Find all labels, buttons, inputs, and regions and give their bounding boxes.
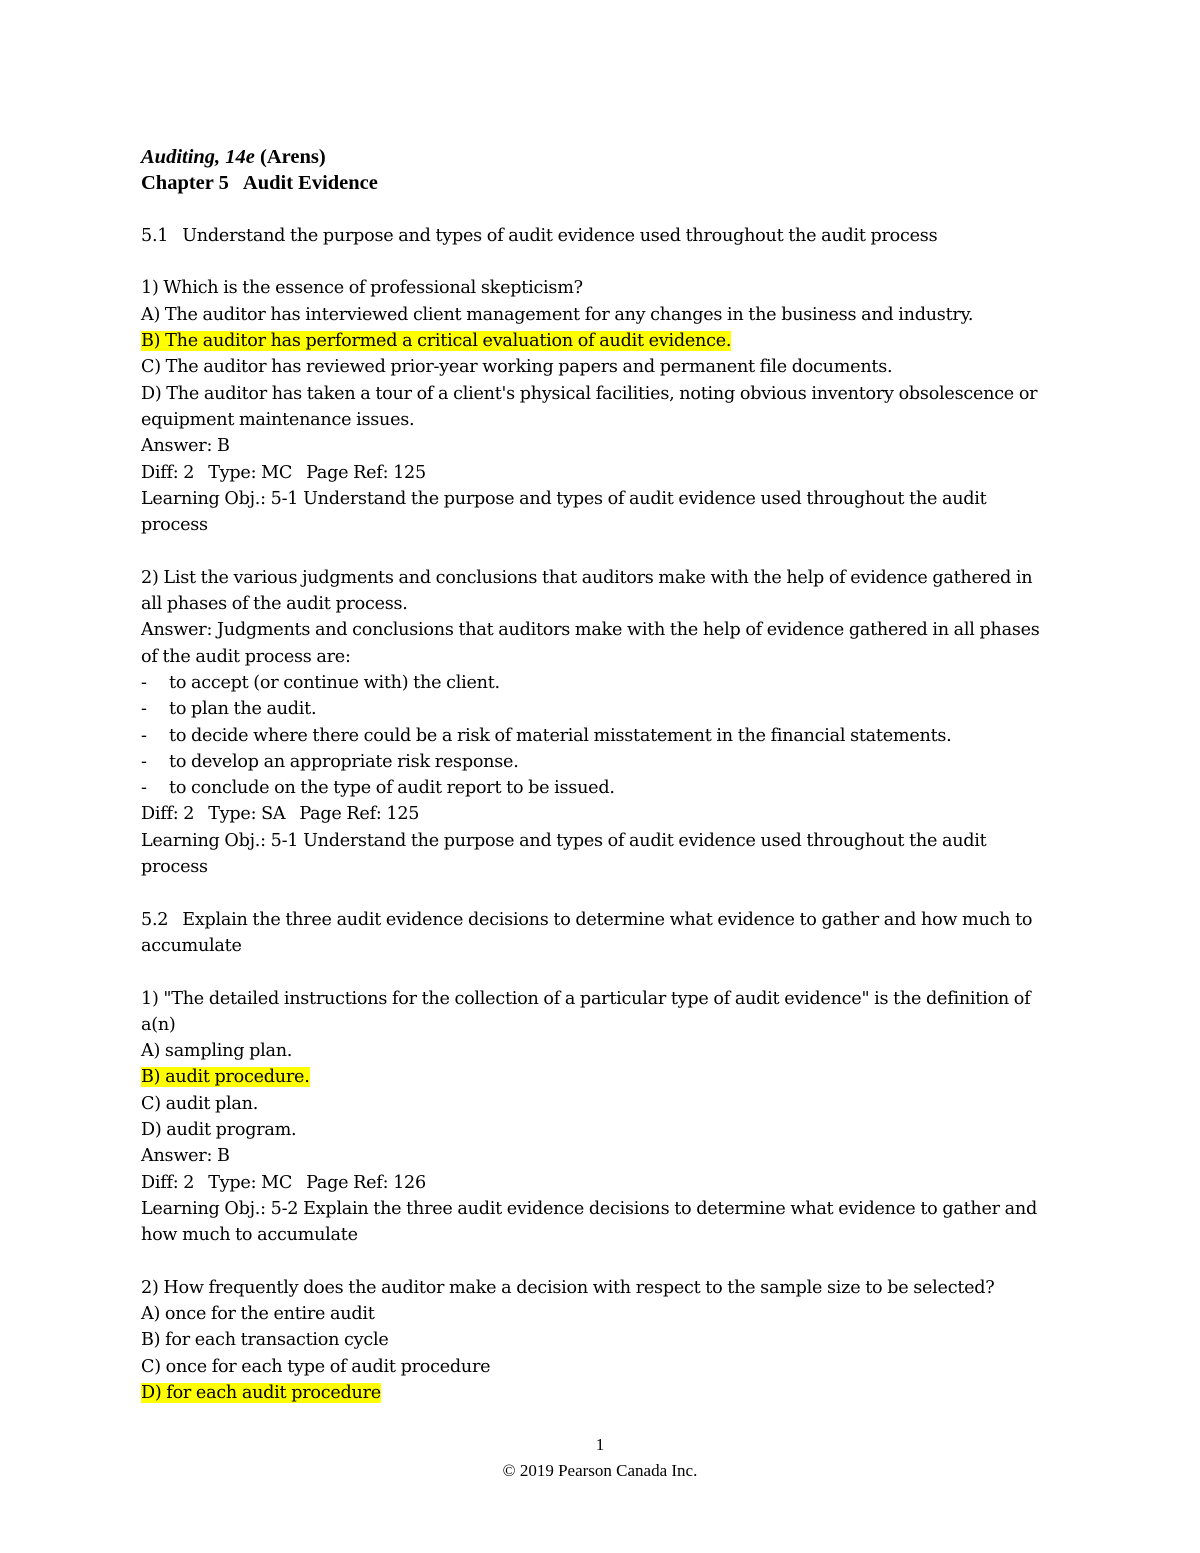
copyright-notice: © 2019 Pearson Canada Inc.: [502, 1461, 698, 1480]
question-text: 2) How frequently does the auditor make a decision with respect to the sample size to be selected?: [141, 1277, 995, 1298]
book-author: (Arens): [260, 146, 326, 168]
chapter-heading: [141, 170, 1071, 196]
page-ref-label: Page Ref: 126: [306, 1172, 426, 1193]
learning-objective: Learning Obj.: 5-1 Understand the purpose and types of audit evidence used throughout the audit: [141, 488, 987, 509]
option-b: [141, 1064, 1071, 1090]
question-text: 1) "The detailed instructions for the collection of a particular type of audit evidence" is the definition of: [141, 988, 1031, 1009]
diff-label: Diff: 2: [141, 804, 195, 825]
page-ref-label: Page Ref: 125: [299, 804, 420, 825]
chapter-label: Chapter 5: [141, 172, 229, 195]
section-heading: [141, 907, 1071, 933]
bullet-item: - to decide where there could be a risk of material misstatement in the financial statements.: [141, 723, 1071, 749]
section-title: Understand the purpose and types of audit evidence used throughout the audit process: [182, 225, 938, 246]
option-c: C) The auditor has reviewed prior-year working papers and permanent file documents.: [141, 357, 893, 378]
option-a: A) sampling plan.: [141, 1041, 293, 1062]
option-a: A) once for the entire audit: [141, 1304, 375, 1325]
option-d: D) audit program.: [141, 1119, 297, 1140]
option-c: C) once for each type of audit procedure: [141, 1356, 491, 1377]
diff-label: Diff: 2: [141, 462, 195, 483]
bullet-item: - to plan the audit.: [141, 696, 1071, 722]
type-label: Type: MC: [208, 1172, 293, 1193]
meta-line: [141, 460, 1071, 486]
dash-glyph: -: [141, 725, 147, 746]
question-text-continued: a(n): [141, 1014, 176, 1035]
type-label: Type: SA: [208, 804, 286, 825]
meta-line: [141, 1170, 1071, 1196]
chapter-title: Audit Evidence: [242, 172, 378, 195]
dash-glyph: -: [141, 699, 147, 720]
bullet-item: - to conclude on the type of audit report to be issued.: [141, 775, 1071, 801]
answer-line: Answer: B: [141, 1146, 230, 1167]
option-c: C) audit plan.: [141, 1093, 259, 1114]
answer-line: Answer: B: [141, 436, 230, 457]
highlighted-answer: D) for each audit procedure: [141, 1382, 381, 1403]
diff-label: Diff: 2: [141, 1172, 195, 1193]
question-text: 1) Which is the essence of professional skepticism?: [141, 278, 583, 299]
answer-line: Answer: Judgments and conclusions that auditors make with the help of evidence gathered in all phases: [141, 620, 1040, 641]
section-heading: [141, 223, 1071, 249]
learning-objective-continued: process: [141, 515, 208, 536]
section-title-continued: accumulate: [141, 935, 242, 956]
bullet-item: - to accept (or continue with) the client.: [141, 670, 1071, 696]
book-title: Auditing, 14e: [141, 146, 255, 168]
option-a: A) The auditor has interviewed client management for any changes in the business and industry.: [141, 304, 974, 325]
option-b: B) for each transaction cycle: [141, 1330, 389, 1351]
bullet-item: - to develop an appropriate risk response.: [141, 749, 1071, 775]
highlighted-answer: B) audit procedure.: [141, 1067, 310, 1088]
dash-glyph: -: [141, 672, 147, 693]
option-d-continued: equipment maintenance issues.: [141, 409, 415, 430]
learning-objective-continued: how much to accumulate: [141, 1225, 358, 1246]
book-title-line: [141, 144, 1071, 170]
highlighted-answer: B) The auditor has performed a critical evaluation of audit evidence.: [141, 331, 732, 352]
page-number: 1: [595, 1435, 605, 1454]
option-b: [141, 328, 1071, 354]
section-title: Explain the three audit evidence decisions to determine what evidence to gather and how much to: [182, 909, 1033, 930]
question-text: 2) List the various judgments and conclusions that auditors make with the help of evidence gathered in: [141, 567, 1033, 588]
meta-line: [141, 801, 1071, 827]
page-ref-label: Page Ref: 125: [306, 462, 426, 483]
learning-objective-continued: process: [141, 857, 208, 878]
learning-objective: Learning Obj.: 5-2 Explain the three audit evidence decisions to determine what evidence to gather and: [141, 1198, 1037, 1219]
option-d: D) The auditor has taken a tour of a client's physical facilities, noting obvious inventory obsolescence or: [141, 383, 1038, 404]
learning-objective: Learning Obj.: 5-1 Understand the purpose and types of audit evidence used throughout the audit: [141, 830, 987, 851]
section-number: 5.1: [141, 225, 169, 246]
dash-glyph: -: [141, 751, 147, 772]
document-page: [141, 144, 1071, 1406]
question-text-continued: all phases of the audit process.: [141, 594, 408, 615]
type-label: Type: MC: [208, 462, 293, 483]
section-number: 5.2: [141, 909, 169, 930]
dash-glyph: -: [141, 778, 147, 799]
answer-line-continued: of the audit process are:: [141, 646, 351, 667]
option-d: [141, 1380, 1071, 1406]
